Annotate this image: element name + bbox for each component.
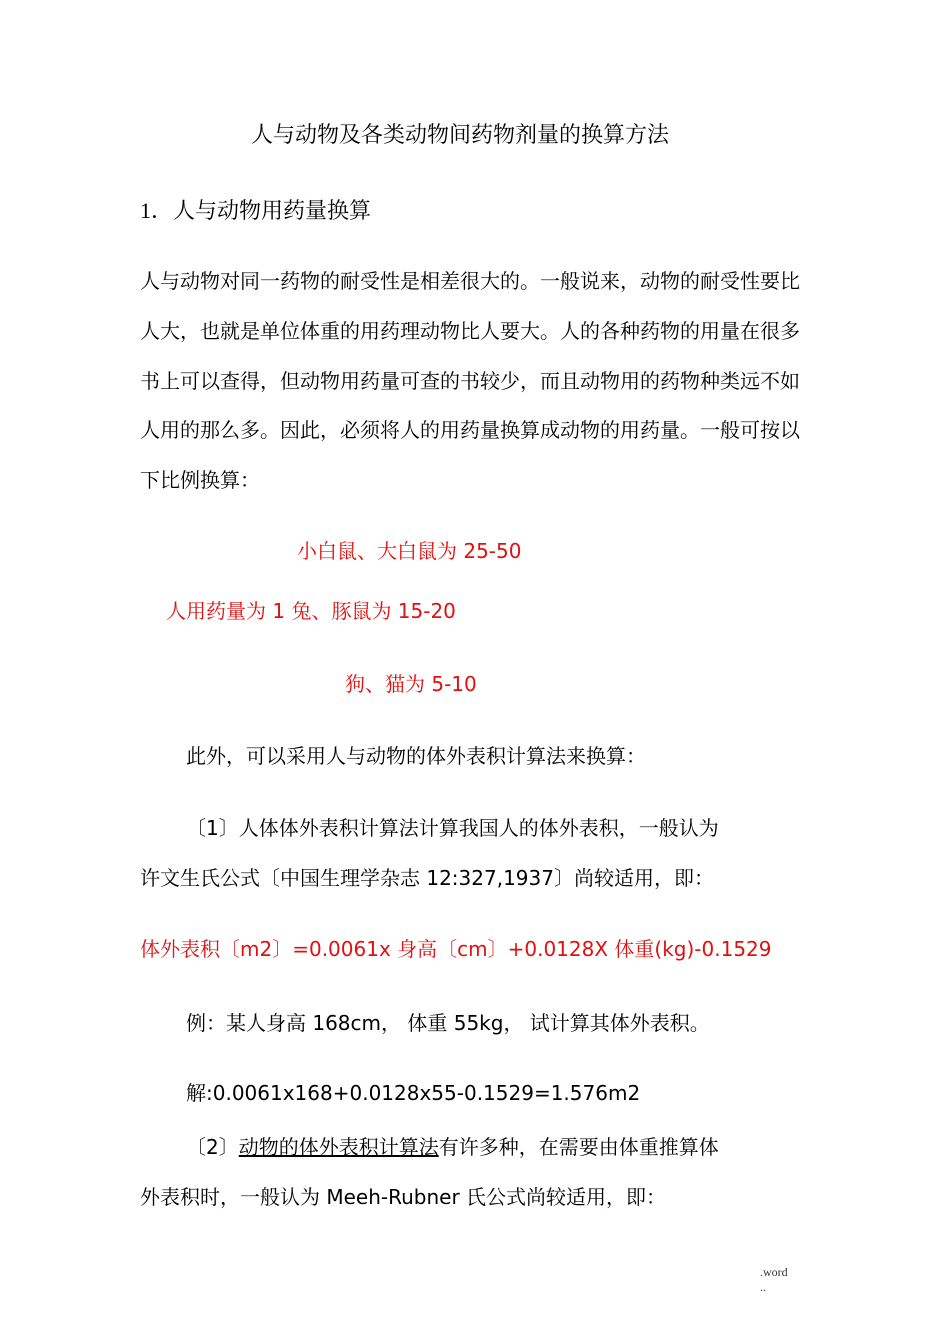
method2-rest: 有许多种，在需要由体重推算体	[438, 1135, 719, 1159]
page-title: 人与动物及各类动物间药物剂量的换算方法	[251, 123, 670, 148]
formula: 体外表积〔m2〕=0.0061x 身高〔cm〕+0.0128X 体重(kg)-0.1529	[140, 937, 772, 961]
section-number: 1．	[140, 198, 174, 223]
footer-dots: ..	[760, 1280, 766, 1294]
ratio-rabbit: 人用药量为 1 兔、豚鼠为 15-20	[166, 599, 456, 623]
ratio-dog-cat: 狗、猫为 5-10	[345, 672, 477, 696]
method1-line-2: 许文生氏公式〔中国生理学杂志 12:327,1937〕尚较适用，即：	[140, 866, 714, 890]
intro-line-4: 人用的那么多。因此，必须将人的用药量换算成动物的用药量。一般可按以	[140, 418, 800, 442]
method2-line-1	[186, 1135, 719, 1159]
method2-line-2: 外表积时，一般认为 Meeh-Rubner 氏公式尚较适用，即：	[140, 1185, 667, 1209]
section-heading-text: 人与动物用药量换算	[173, 199, 372, 224]
example-line: 例：某人身高 168cm， 体重 55kg， 试计算其体外表积。	[186, 1011, 710, 1035]
intro-line-2: 人大，也就是单位体重的用药理动物比人要大。人的各种药物的用量在很多	[140, 319, 800, 343]
intro-line-3: 书上可以查得，但动物用药量可查的书较少，而且动物用的药物种类远不如	[140, 369, 800, 393]
solution-line: 解:0.0061x168+0.0128x55-0.1529=1.576m2	[186, 1081, 641, 1105]
ratio-rats: 小白鼠、大白鼠为 25-50	[297, 539, 522, 563]
intro-line-1: 人与动物对同一药物的耐受性是相差很大的。一般说来，动物的耐受性要比	[140, 269, 800, 293]
method2-underlined-term: 动物的体外表积计算法	[238, 1135, 439, 1159]
intro-line-5: 下比例换算：	[140, 468, 260, 492]
footer-word: .word	[760, 1265, 788, 1279]
method2-prefix: 〔2〕	[186, 1135, 239, 1159]
method1-line-1: 〔1〕人体体外表积计算法计算我国人的体外表积，一般认为	[186, 816, 719, 840]
section-heading-1	[140, 199, 371, 224]
also-line: 此外，可以采用人与动物的体外表积计算法来换算：	[186, 744, 646, 768]
